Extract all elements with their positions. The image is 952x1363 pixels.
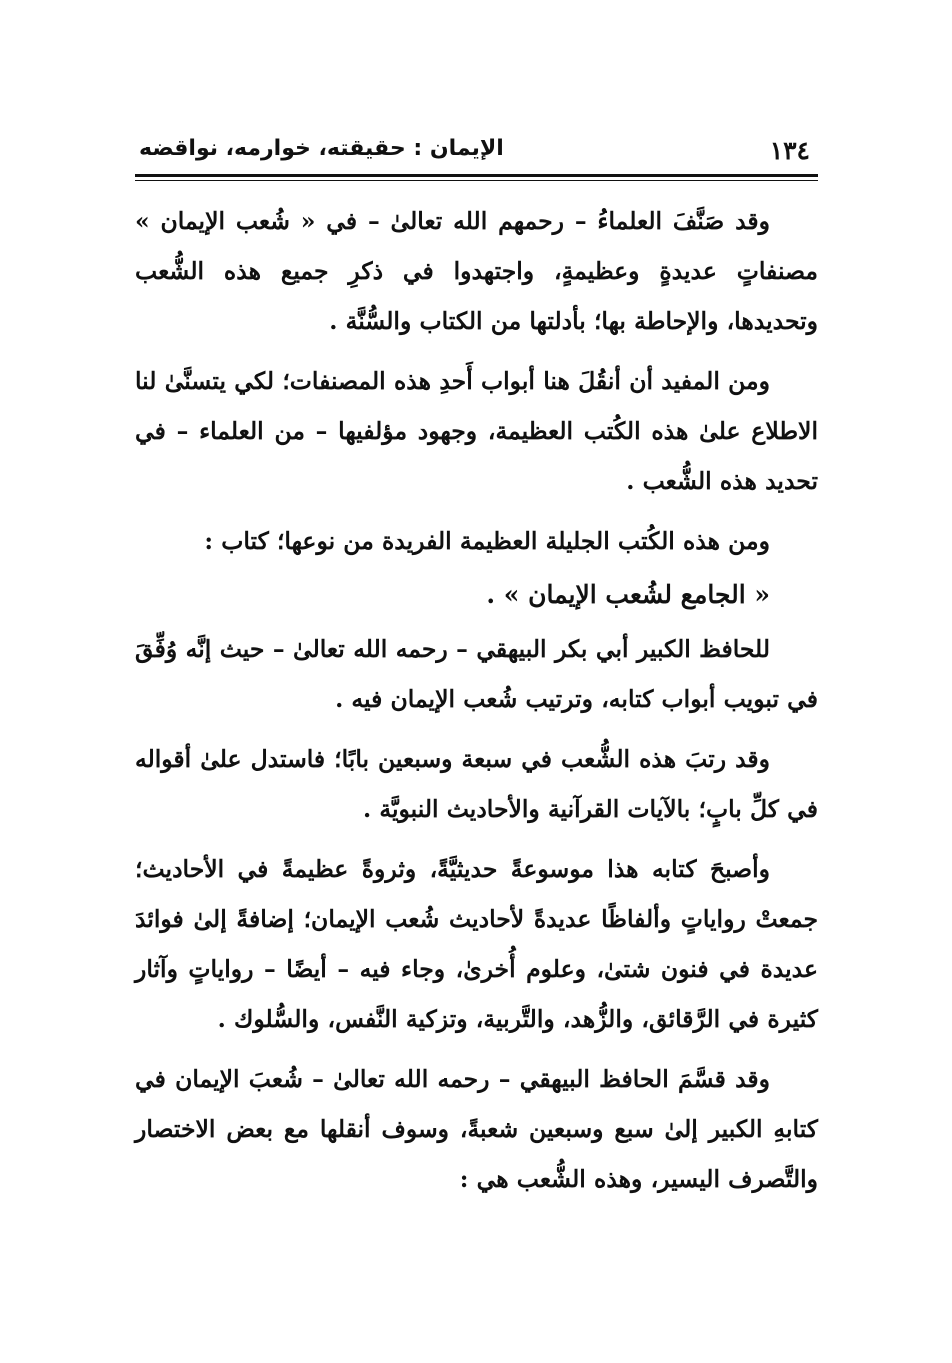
- paragraph: للحافظ الكبير أبي بكر البيهقي – رحمه الله تعالىٰ – حيث إنَّه وُفِّقَ في تبويب أبواب كتابه، وترتيب شُعب الإيمان فيه .: [135, 635, 818, 713]
- page-body: [135, 196, 818, 1204]
- book-title: « الجامع لشُعب الإيمان » .: [486, 580, 770, 609]
- paragraph: وقد قسَّمَ الحافظ البيهقي – رحمه الله تعالىٰ – شُعبَ الإيمان في كتابهِ الكبير إلىٰ سبع وسبعين شعبةً، وسوف أنقلها مع بعض الاختصار والتَّصرف اليسير، وهذه الشُّعب هي :: [135, 1065, 818, 1193]
- paragraph: ومن المفيد أن أنقُلَ هنا أبواب أَحدِ هذه المصنفات؛ لكي يتسنَّىٰ لنا الاطلاع علىٰ هذه الكُتب العظيمة، وجهود مؤلفيها – من العلماء – في تحديد هذه الشُّعب .: [135, 367, 818, 495]
- page-number: ١٣٤: [769, 136, 810, 165]
- paragraph: ومن هذه الكُتب الجليلة العظيمة الفريدة من نوعها؛ كتاب :: [204, 527, 770, 555]
- paragraph: وأصبحَ كتابه هذا موسوعةً حديثيَّةً، وثروةً عظيمةً في الأحاديث؛ جمعتْ رواياتٍ وألفاظًا عديدةً لأحاديث شُعب الإيمان؛ إضافةً إلىٰ فوائدَ عديدة في فنون شتىٰ، وعلوم أُخرىٰ، وجاء فيه – أيضًا – رواياتٍ وآثار كثيرة في الرَّقائق، والزُّهد، والتَّربية، وتزكية النَّفس، والسُّلوك .: [135, 855, 818, 1033]
- header-rule: [135, 174, 818, 177]
- page-header: [135, 132, 818, 174]
- paragraph: وقد رتبَ هذه الشُّعب في سبعة وسبعين بابًا؛ فاستدل علىٰ أقواله في كلِّ بابٍ؛ بالآيات القرآنية والأحاديث النبويَّة .: [135, 745, 818, 823]
- running-title: الإيمان : حقيقته، خوارمه، نواقضه: [139, 136, 504, 161]
- paragraph: وقد صَنَّفَ العلماءُ – رحمهم الله تعالىٰ – في « شُعب الإيمان » مصنفاتٍ عديدةٍ وعظيمةٍ، واجتهدوا في ذكرِ جميع هذه الشُّعب وتحديدها، والإحاطة بها؛ بأدلتها من الكتاب والسُّنَّة .: [135, 207, 818, 335]
- header-rule-thin: [135, 180, 818, 181]
